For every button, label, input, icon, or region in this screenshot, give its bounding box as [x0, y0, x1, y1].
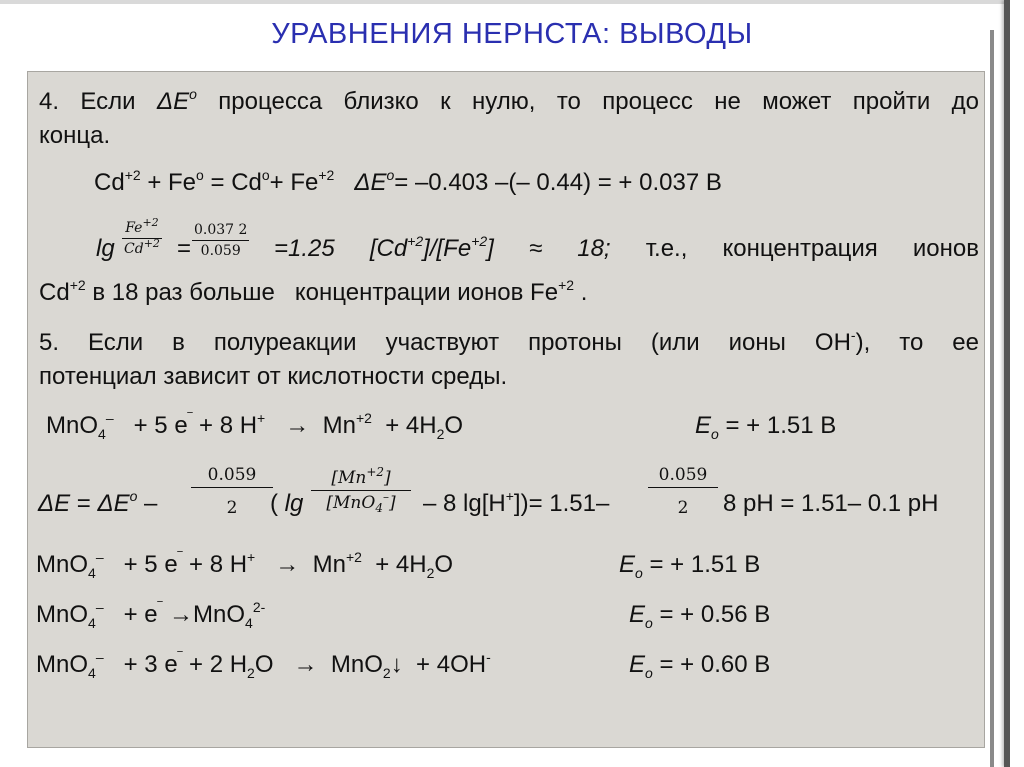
reaction-1-potential: $E_o$ = + 1.51 В — [695, 412, 837, 442]
p4-line1 — [39, 88, 979, 116]
nernst-fraction-mn: $[Mn^{+2}]$ [MnO$_4$–] — [311, 468, 411, 513]
right-frame-bar — [1004, 0, 1024, 767]
nernst-lhs: $\Delta E = \Delta E^o$ – — [38, 488, 158, 517]
reaction-row-3: MnO$_4$– + 3 e‾ + 2 $H_2O$ → MnO$_2$↓ + 4OH- — [36, 649, 491, 681]
p4-equals: = — [177, 235, 192, 262]
nernst-tail: 8 pH = 1.51– 0.1 pH — [723, 490, 939, 517]
p4-line2: конца. — [39, 122, 111, 149]
reaction-permanganate-acidic: MnO$_4$– + 5 e‾ + 8 H+ → $Mn^{+2} + 4H_2O$ — [46, 410, 464, 442]
p5-line2: потенциал зависит от кислотности среды. — [39, 363, 508, 390]
p4-fraction-values: 0.037 2 0.059 — [194, 222, 248, 259]
reaction-row-1: MnO$_4$– + 5 e‾ + 8 H+ → $Mn^{+2} + 4H_2O$ — [36, 549, 454, 581]
right-inner-rule — [990, 30, 994, 767]
reaction-row-2: MnO$_4$– + e‾ →MnO$_4^{2-}$ — [36, 599, 266, 631]
p4-fraction-ions: $Fe^{+2}$ $Cd^{+2}$ — [124, 216, 160, 257]
top-rule — [0, 0, 1024, 4]
p4-lg-label: lg — [96, 235, 115, 262]
slide-title: УРАВНЕНИЯ НЕРНСТА: ВЫВОДЫ — [271, 18, 753, 50]
nernst-fraction-coef-2: 0.059 2 — [648, 465, 718, 518]
nernst-open-paren: ( lg — [270, 490, 304, 517]
reaction-row-3-potential: $E_o$ = + 0.60 В — [629, 651, 771, 681]
p4-number: 4. — [39, 88, 60, 115]
content-panel — [27, 71, 985, 748]
nernst-fraction-coef: 0.059 2 — [191, 465, 273, 518]
p4-lg-result: =1.25 $[Cd^{+2}]/[Fe^{+2}] \approx 18$; т.е., концентрация ионов — [274, 233, 979, 262]
nernst-mid: – 8 lg[H+])= 1.51– — [423, 488, 610, 517]
p4-line3: $Cd^{+2}$ в 18 раз больше концентрации ионов $Fe^{+2}$ . — [39, 277, 588, 306]
p4-text-b: процесса близко к нулю, то процесс не может пройти до — [218, 88, 980, 115]
reaction-row-2-potential: $E_o$ = + 0.56 В — [629, 601, 771, 631]
reaction-row-1-potential: $E_o$ = + 1.51 В — [619, 551, 761, 581]
p4-equation-cd-fe: $Cd^{+2} + Fe^o = Cd^o+ Fe^{+2}$ $\Delta E^o= -0.403$ –(– 0.44) = + 0.037 В — [94, 167, 722, 196]
p4-text-a: Если — [80, 88, 136, 115]
p5-line1: 5. Если в полуреакции участвуют протоны (или ионы ОН-), то ее — [39, 327, 980, 356]
p4-delta-e: $\Delta E^o$ — [156, 86, 197, 115]
